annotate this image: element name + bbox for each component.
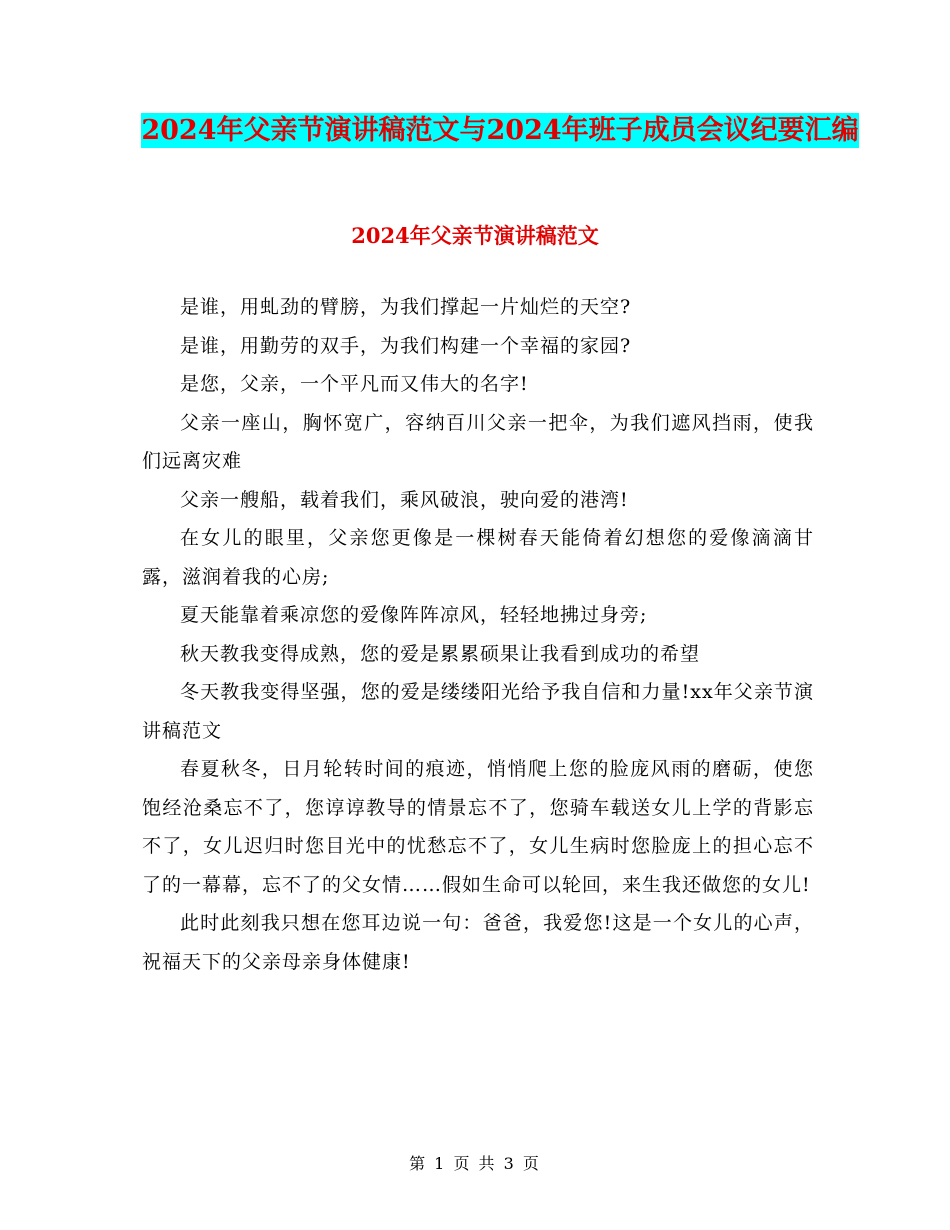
page-footer: 第 1 页 共 3 页	[409, 1154, 541, 1173]
paragraph: 是谁，用虬劲的臂膀，为我们撑起一片灿烂的天空?	[180, 296, 632, 318]
paragraph: 是谁，用勤劳的双手，为我们构建一个幸福的家园?	[180, 334, 632, 357]
section-title: 2024年父亲节演讲稿范文	[351, 223, 599, 248]
paragraph: 秋天教我变得成熟，您的爱是累累硕果让我看到成功的希望	[180, 642, 701, 665]
paragraph: 父亲一艘船，载着我们，乘风破浪，驶向爱的港湾!	[180, 488, 629, 511]
paragraph: 在女儿的眼里，父亲您更像是一棵树春天能倚着幻想您的爱像滴滴甘露，滋润着我的心房;	[142, 527, 814, 588]
document-body	[142, 288, 814, 981]
document-title-text: 2024年父亲节演讲稿范文与2024年班子成员会议纪要汇编	[141, 115, 859, 146]
paragraph: 父亲一座山，胸怀宽广，容纳百川父亲一把伞，为我们遮风挡雨，使我们远离灾难	[142, 411, 814, 472]
paragraph: 此时此刻我只想在您耳边说一句：爸爸，我爱您!这是一个女儿的心声，祝福天下的父亲母亲身体健康!	[142, 912, 814, 973]
paragraph: 春夏秋冬，日月轮转时间的痕迹，悄悄爬上您的脸庞风雨的磨砺，使您饱经沧桑忘不了，您谆谆教导的情景忘不了，您骑车载送女儿上学的背影忘不了，女儿迟归时您目光中的忧愁忘不了，女儿生病时您脸庞上的担心忘不了的一幕幕，忘不了的父女情……假如生命可以轮回，来生我还做您的女儿!	[142, 758, 814, 896]
document-title	[140, 108, 860, 154]
paragraph: 是您，父亲，一个平凡而又伟大的名字!	[180, 373, 529, 395]
paragraph: 夏天能靠着乘凉您的爱像阵阵凉风，轻轻地拂过身旁;	[180, 604, 648, 626]
paragraph: 冬天教我变得坚强，您的爱是缕缕阳光给予我自信和力量!xx年父亲节演讲稿范文	[142, 681, 814, 742]
